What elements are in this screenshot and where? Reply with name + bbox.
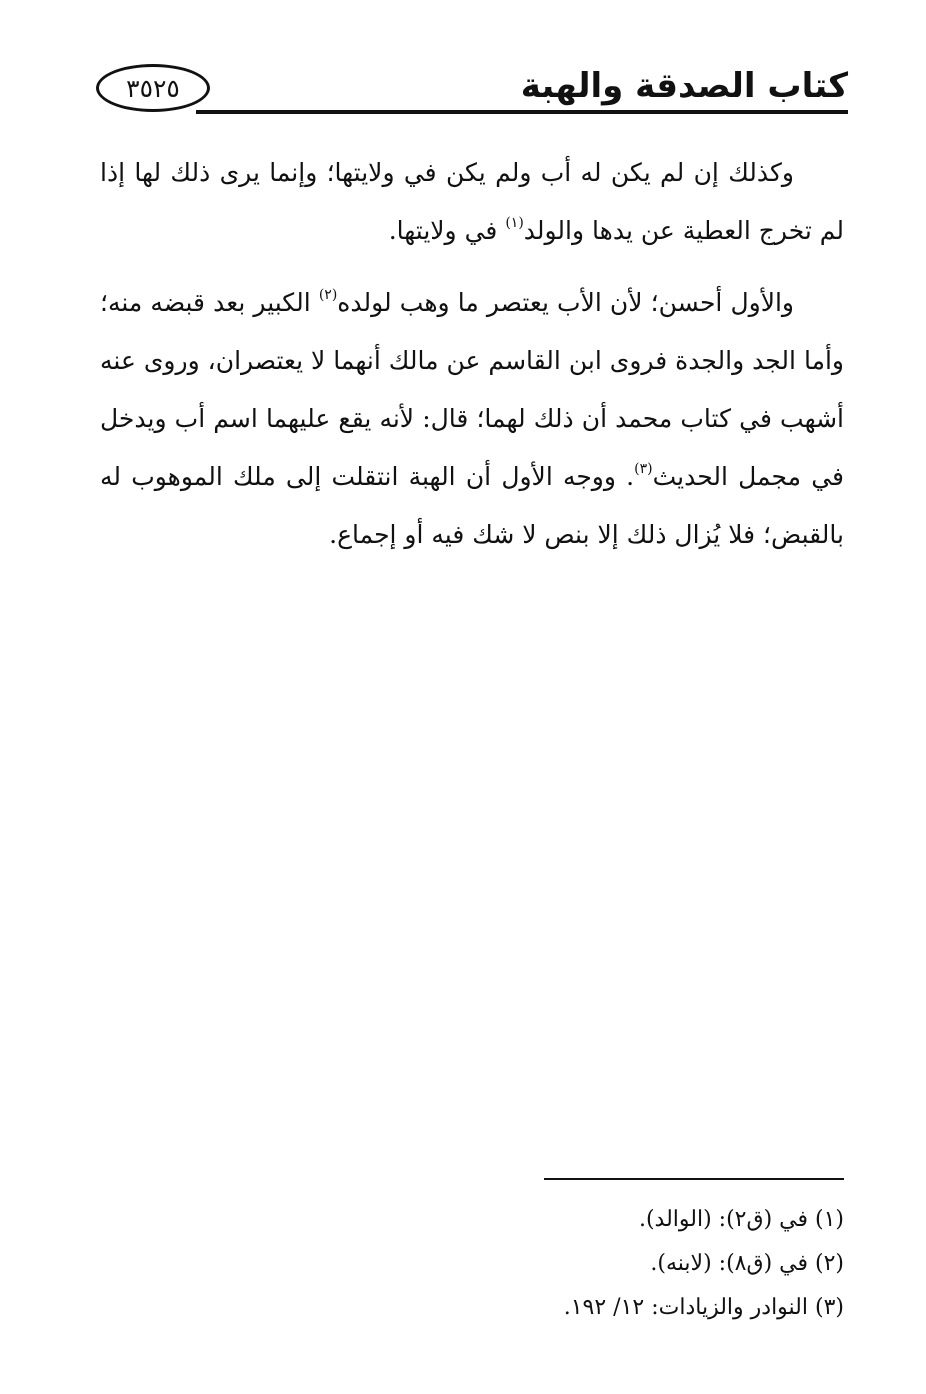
paragraph-1-text: وكذلك إن لم يكن له أب ولم يكن في ولايتها؛ وإنما يرى ذلك لها إذا لم تخرج العطية عن يدها والولد bbox=[100, 158, 844, 245]
paragraph-2-tail: . ووجه الأول أن الهبة انتقلت إلى ملك الموهوب له بالقبض؛ فلا يُزال ذلك إلا بنص لا شك فيه أو إجماع. bbox=[100, 462, 844, 549]
page-header bbox=[96, 58, 848, 120]
paragraph-2-text: والأول أحسن؛ لأن الأب يعتصر ما وهب لولده bbox=[337, 288, 794, 317]
footnote-2: (٢) في (ق٨): (لابنه). bbox=[650, 1251, 844, 1276]
footnote-separator bbox=[544, 1178, 844, 1180]
footnote-3: (٣) النوادر والزيادات: ١٢/ ١٩٢. bbox=[563, 1295, 844, 1320]
main-text bbox=[100, 144, 844, 578]
page-number: ٣٥٢٥ bbox=[126, 73, 180, 103]
page-number-badge bbox=[96, 64, 210, 112]
footnote-ref-1: (١) bbox=[505, 215, 524, 231]
paragraph-1 bbox=[100, 144, 844, 260]
paragraph-2 bbox=[100, 274, 844, 564]
footnote-1: (١) في (ق٢): (الوالد). bbox=[638, 1207, 844, 1232]
paragraph-1-tail: في ولايتها. bbox=[388, 216, 506, 245]
header-rule bbox=[196, 110, 848, 114]
paragraph-2-middle: الكبير بعد قبضه منه؛ وأما الجد والجدة فروى ابن القاسم عن مالك أنهما لا يعتصران، وروى عنه أشهب في كتاب محمد أن ذلك لهما؛ قال: لأنه يقع عليهما اسم أب ويدخل في مجمل الحديث bbox=[100, 288, 844, 491]
footnote-ref-2: (٢) bbox=[318, 287, 338, 303]
running-title: كتاب الصدقة والهبة bbox=[520, 66, 848, 106]
footnotes bbox=[344, 1198, 844, 1330]
footnote-ref-3: (٣) bbox=[634, 461, 653, 477]
